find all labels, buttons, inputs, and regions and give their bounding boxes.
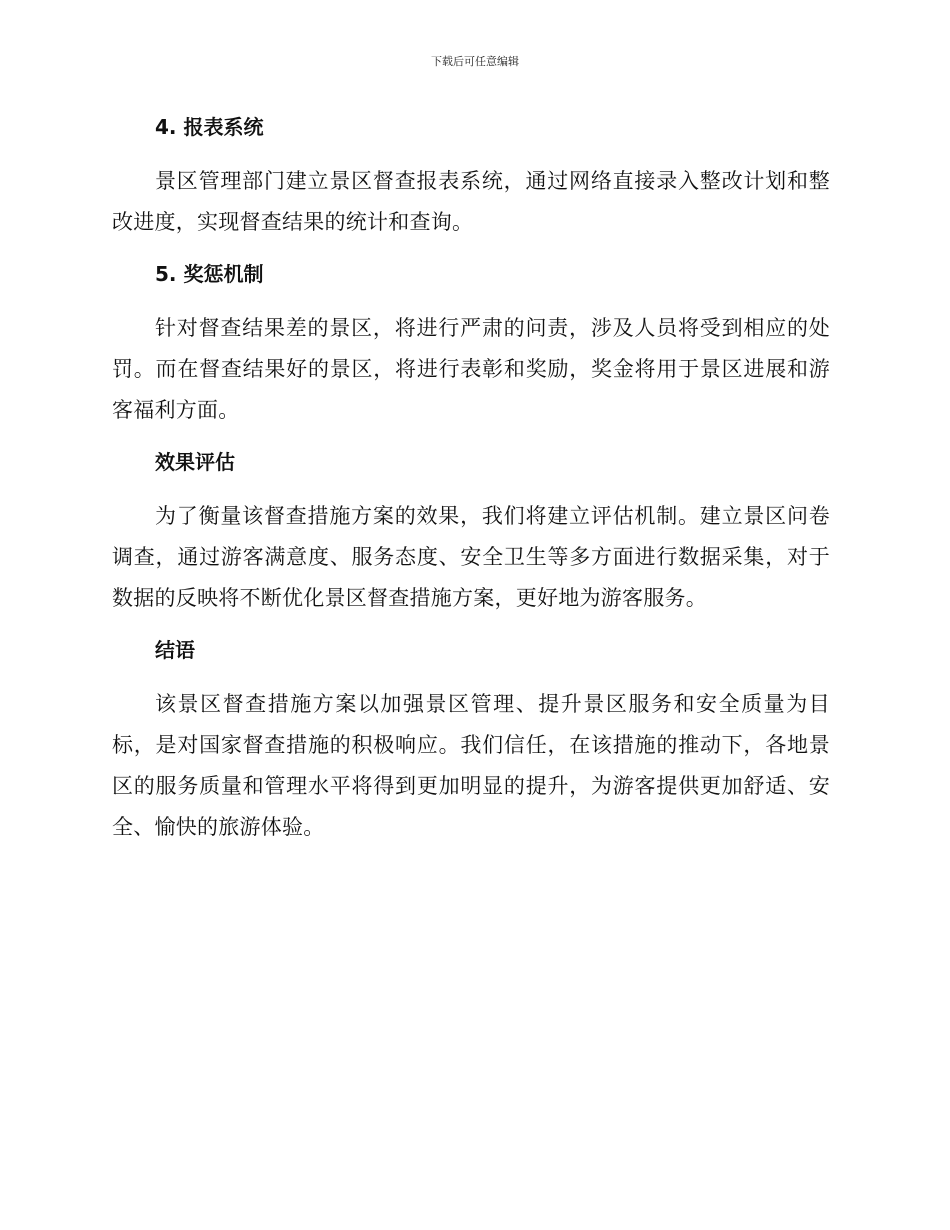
document-body <box>112 108 830 848</box>
section-heading-conclusion: 结语 <box>155 638 195 662</box>
section-heading-effect-evaluation: 效果评估 <box>155 450 235 474</box>
page-header: 下载后可任意编辑 <box>431 55 519 68</box>
paragraph-conclusion: 该景区督查措施方案以加强景区管理、提升景区服务和安全质量为目标，是对国家督查措施的积极响应。我们信任，在该措施的推动下，各地景区的服务质量和管理水平将得到更加明显的提升，为游客提供更加舒适、安全、愉快的旅游体验。 <box>112 692 830 839</box>
section-heading-report-system: 4. 报表系统 <box>155 115 264 139</box>
paragraph-report-system: 景区管理部门建立景区督查报表系统，通过网络直接录入整改计划和整改进度，实现督查结果的统计和查询。 <box>112 169 830 234</box>
paragraph-effect-evaluation: 为了衡量该督查措施方案的效果，我们将建立评估机制。建立景区问卷调查，通过游客满意度、服务态度、安全卫生等多方面进行数据采集，对于数据的反映将不断优化景区督查措施方案，更好地为游客服务。 <box>112 504 830 610</box>
paragraph-reward-punishment: 针对督查结果差的景区，将进行严肃的问责，涉及人员将受到相应的处罚。而在督查结果好的景区，将进行表彰和奖励，奖金将用于景区进展和游客福利方面。 <box>112 316 830 422</box>
section-heading-reward-punishment: 5. 奖惩机制 <box>155 262 264 286</box>
